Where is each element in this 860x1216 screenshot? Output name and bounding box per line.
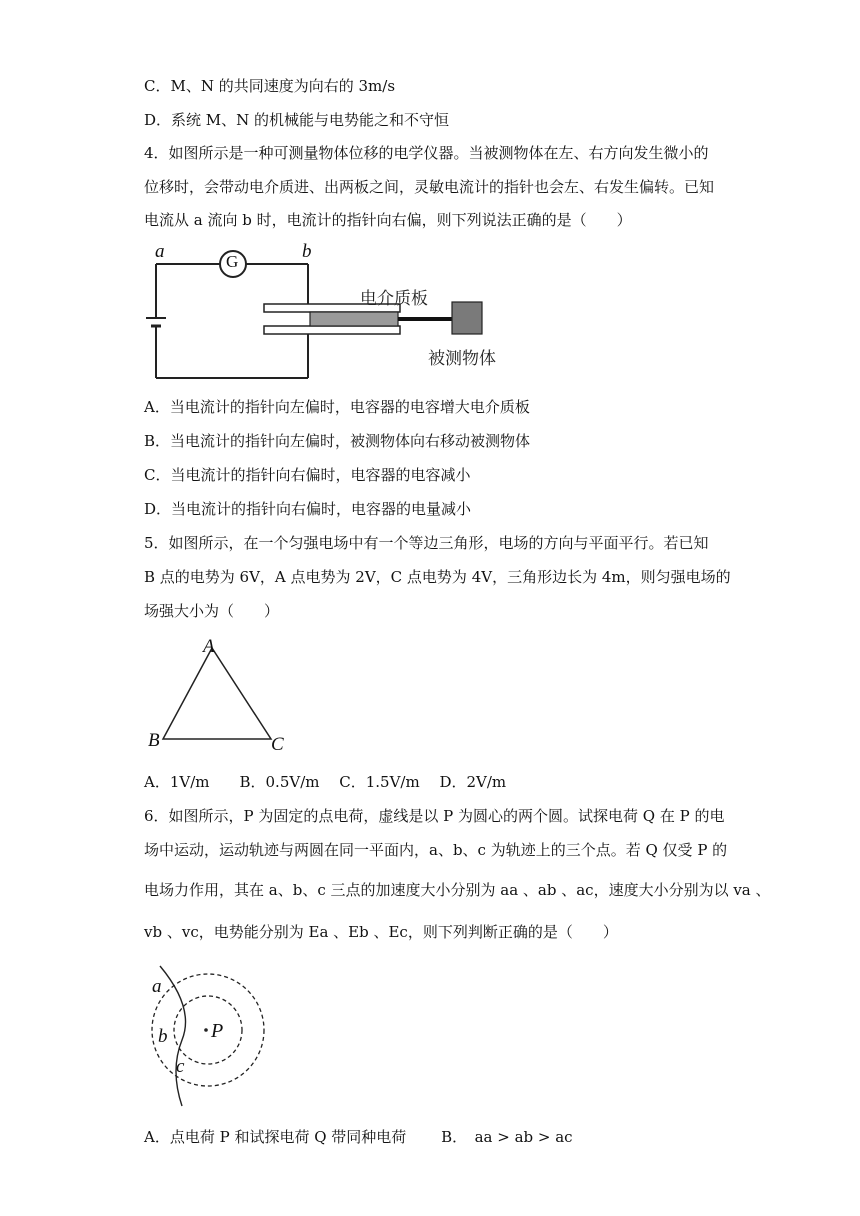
- fig2-label-b: B: [148, 730, 160, 751]
- q4-option-b: B．当电流计的指针向左偏时，被测物体向右移动被测物体: [144, 432, 531, 450]
- q5-stem-line3: 场强大小为（ ）: [144, 602, 280, 620]
- q3-option-c: C．M、N 的共同速度为向右的 3m/s: [144, 77, 396, 95]
- fig3-label-b: b: [158, 1026, 168, 1047]
- fig1-label-a: a: [155, 241, 165, 262]
- q5-options: A．1V/m B．0.5V/m C．1.5V/m D．2V/m: [144, 773, 507, 791]
- fig2-label-a: A: [203, 636, 215, 657]
- q6-stem-line1: 6．如图所示，P 为固定的点电荷，虚线是以 P 为圆心的两个圆。试探电荷 Q 在 P 的电: [144, 807, 725, 825]
- q4-option-d: D．当电流计的指针向右偏时，电容器的电量减小: [144, 500, 472, 518]
- q4-stem-line2: 位移时，会带动电介质进、出两板之间，灵敏电流计的指针也会左、右发生偏转。已知: [144, 178, 715, 196]
- q5-stem-line1: 5．如图所示，在一个匀强电场中有一个等边三角形，电场的方向与平面平行。若已知: [144, 534, 709, 552]
- fig3-label-a: a: [152, 976, 162, 997]
- fig3-label-c: c: [176, 1056, 185, 1077]
- fig1-dielectric-label: 电介质板: [360, 289, 428, 309]
- q5-stem-line2: B 点的电势为 6V，A 点电势为 2V，C 点电势为 4V，三角形边长为 4m，则匀强电场的: [144, 568, 731, 586]
- fig1-label-b: b: [302, 241, 312, 262]
- q3-option-d: D．系统 M、N 的机械能与电势能之和不守恒: [144, 111, 450, 129]
- fig3-label-p: P: [211, 1020, 224, 1042]
- q4-option-a: A．当电流计的指针向左偏时，电容器的电容增大电介质板: [144, 398, 530, 416]
- q4-stem-line1: 4．如图所示是一种可测量物体位移的电学仪器。当被测物体在左、右方向发生微小的: [144, 144, 709, 162]
- fig2-label-c: C: [271, 734, 284, 755]
- q6-stem-line4: vb 、vc，电势能分别为 Ea 、Eb 、Ec，则下列判断正确的是（ ）: [144, 923, 618, 941]
- q6-stem-line2: 场中运动，运动轨迹与两圆在同一平面内，a、b、c 为轨迹上的三个点。若 Q 仅受 P 的: [144, 841, 728, 859]
- q6-option-a-b: A．点电荷 P 和试探电荷 Q 带同种电荷 B． aa > ab > ac: [144, 1128, 573, 1146]
- q4-stem-line3: 电流从 a 流向 b 时，电流计的指针向右偏，则下列说法正确的是（ ）: [144, 211, 632, 229]
- q4-option-c: C．当电流计的指针向右偏时，电容器的电容减小: [144, 466, 471, 484]
- fig1-galvanometer-label: G: [226, 252, 239, 271]
- fig1-object-label: 被测物体: [428, 349, 496, 369]
- q6-stem-line3: 电场力作用，其在 a、b、c 三点的加速度大小分别为 aa 、ab 、ac，速度大小分别为以 va 、: [144, 881, 771, 899]
